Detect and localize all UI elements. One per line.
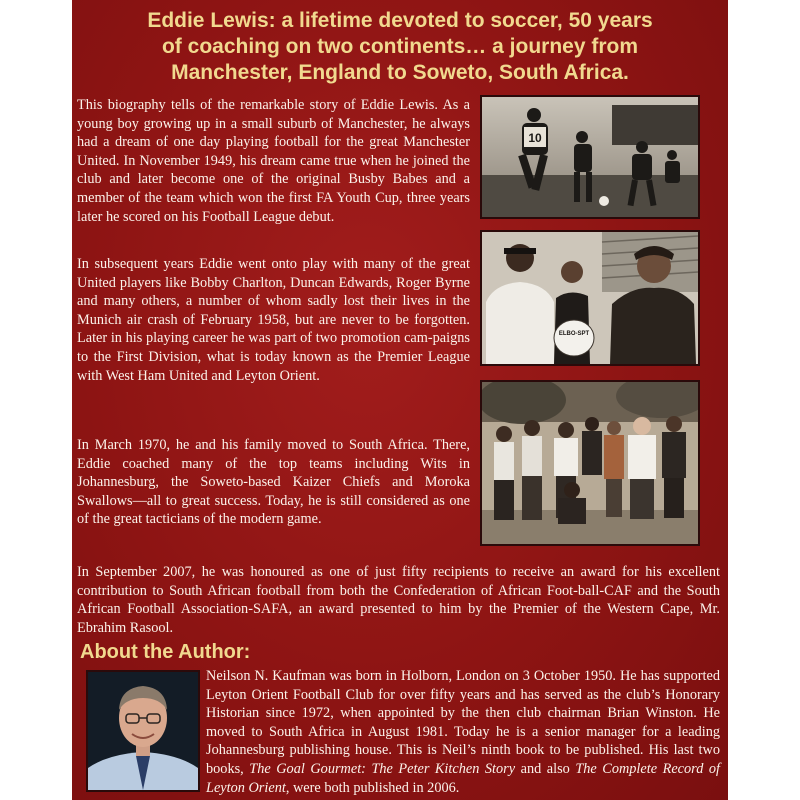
- biography-paragraph-3: In March 1970, he and his family moved to South Africa. There, Eddie coached many of the top teams including Wits in Johannesburg, the Soweto-based Kaizer Chiefs and Moroka Swallows—all to great success. Today, he is still considered as one of the great tacticians of the modern game.: [77, 437, 470, 528]
- headline-line-3: Manchester, England to Soweto, South Africa.: [171, 61, 629, 84]
- about-the-author-heading: About the Author:: [80, 641, 251, 663]
- author-bio-text-c: , were both published in 2006.: [285, 779, 460, 796]
- biography-paragraph-1: This biography tells of the remarkable story of Eddie Lewis. As a young boy growing up in a small suburb of Manchester, he always had a dream of one day playing football for the great Manchester United. In November 1949, his dream came true when he joined the club and later become one of the original Busby Babes and a member of the team which won the first FA Youth Cup, three years later he scored on his Football League debut.: [77, 97, 470, 225]
- ball-text: ELBO-SPT: [558, 331, 590, 337]
- jersey-number: 10: [528, 131, 542, 145]
- author-portrait: [86, 670, 200, 792]
- author-bio-text-a: Neilson N. Kaufman was born in Holborn, London on 3 October 1950. He has supported Leyton Orient Football Club for over fifty years and has served as the club’s Honorary Historian since 1972, when appointed by the then club chairman Brian Winston. He moved to South Africa in August 1981. Today he is a senior manager for a leading Johannesburg publishing house. This is Neil’s ninth book to be published. His last two books,: [206, 668, 720, 777]
- back-cover: [72, 0, 728, 800]
- football-action-photo: [480, 95, 700, 219]
- headline: [72, 8, 728, 86]
- author-bio-text-b: and also: [515, 760, 576, 777]
- book-title-complete-record: The Complete Record of Leyton Orient: [206, 760, 720, 796]
- group-outdoor-photo: [480, 380, 700, 546]
- biography-paragraph-4: In September 2007, he was honoured as one of just fifty recipients to receive an award for his excellent contribution to South African football from both the Confederation of African Foot-ball-CAF and the South African Football Association-SAFA, an award presented to him by the Premier of the Western Cape, Mr. Ebrahim Rasool.: [77, 564, 720, 636]
- author-bio: [206, 667, 720, 797]
- team-group-photo: [480, 230, 700, 366]
- biography-paragraph-2: In subsequent years Eddie went onto play with many of the great United players like Bobby Charlton, Duncan Edwards, Roger Byrne and many others, a number of whom sadly lost their lives in the Munich air crash of February 1958, but are never to be forgotten. Later in his playing career he was part of two promotion cam-paigns to the First Division, what is today known as the Premier League with West Ham United and Leyton Orient.: [77, 256, 470, 384]
- book-title-goal-gourmet: The Goal Gourmet: The Peter Kitchen Story: [249, 760, 516, 777]
- headline-line-2: of coaching on two continents… a journey from: [161, 35, 639, 58]
- headline-line-1: Eddie Lewis: a lifetime devoted to soccer, 50 years: [147, 9, 653, 32]
